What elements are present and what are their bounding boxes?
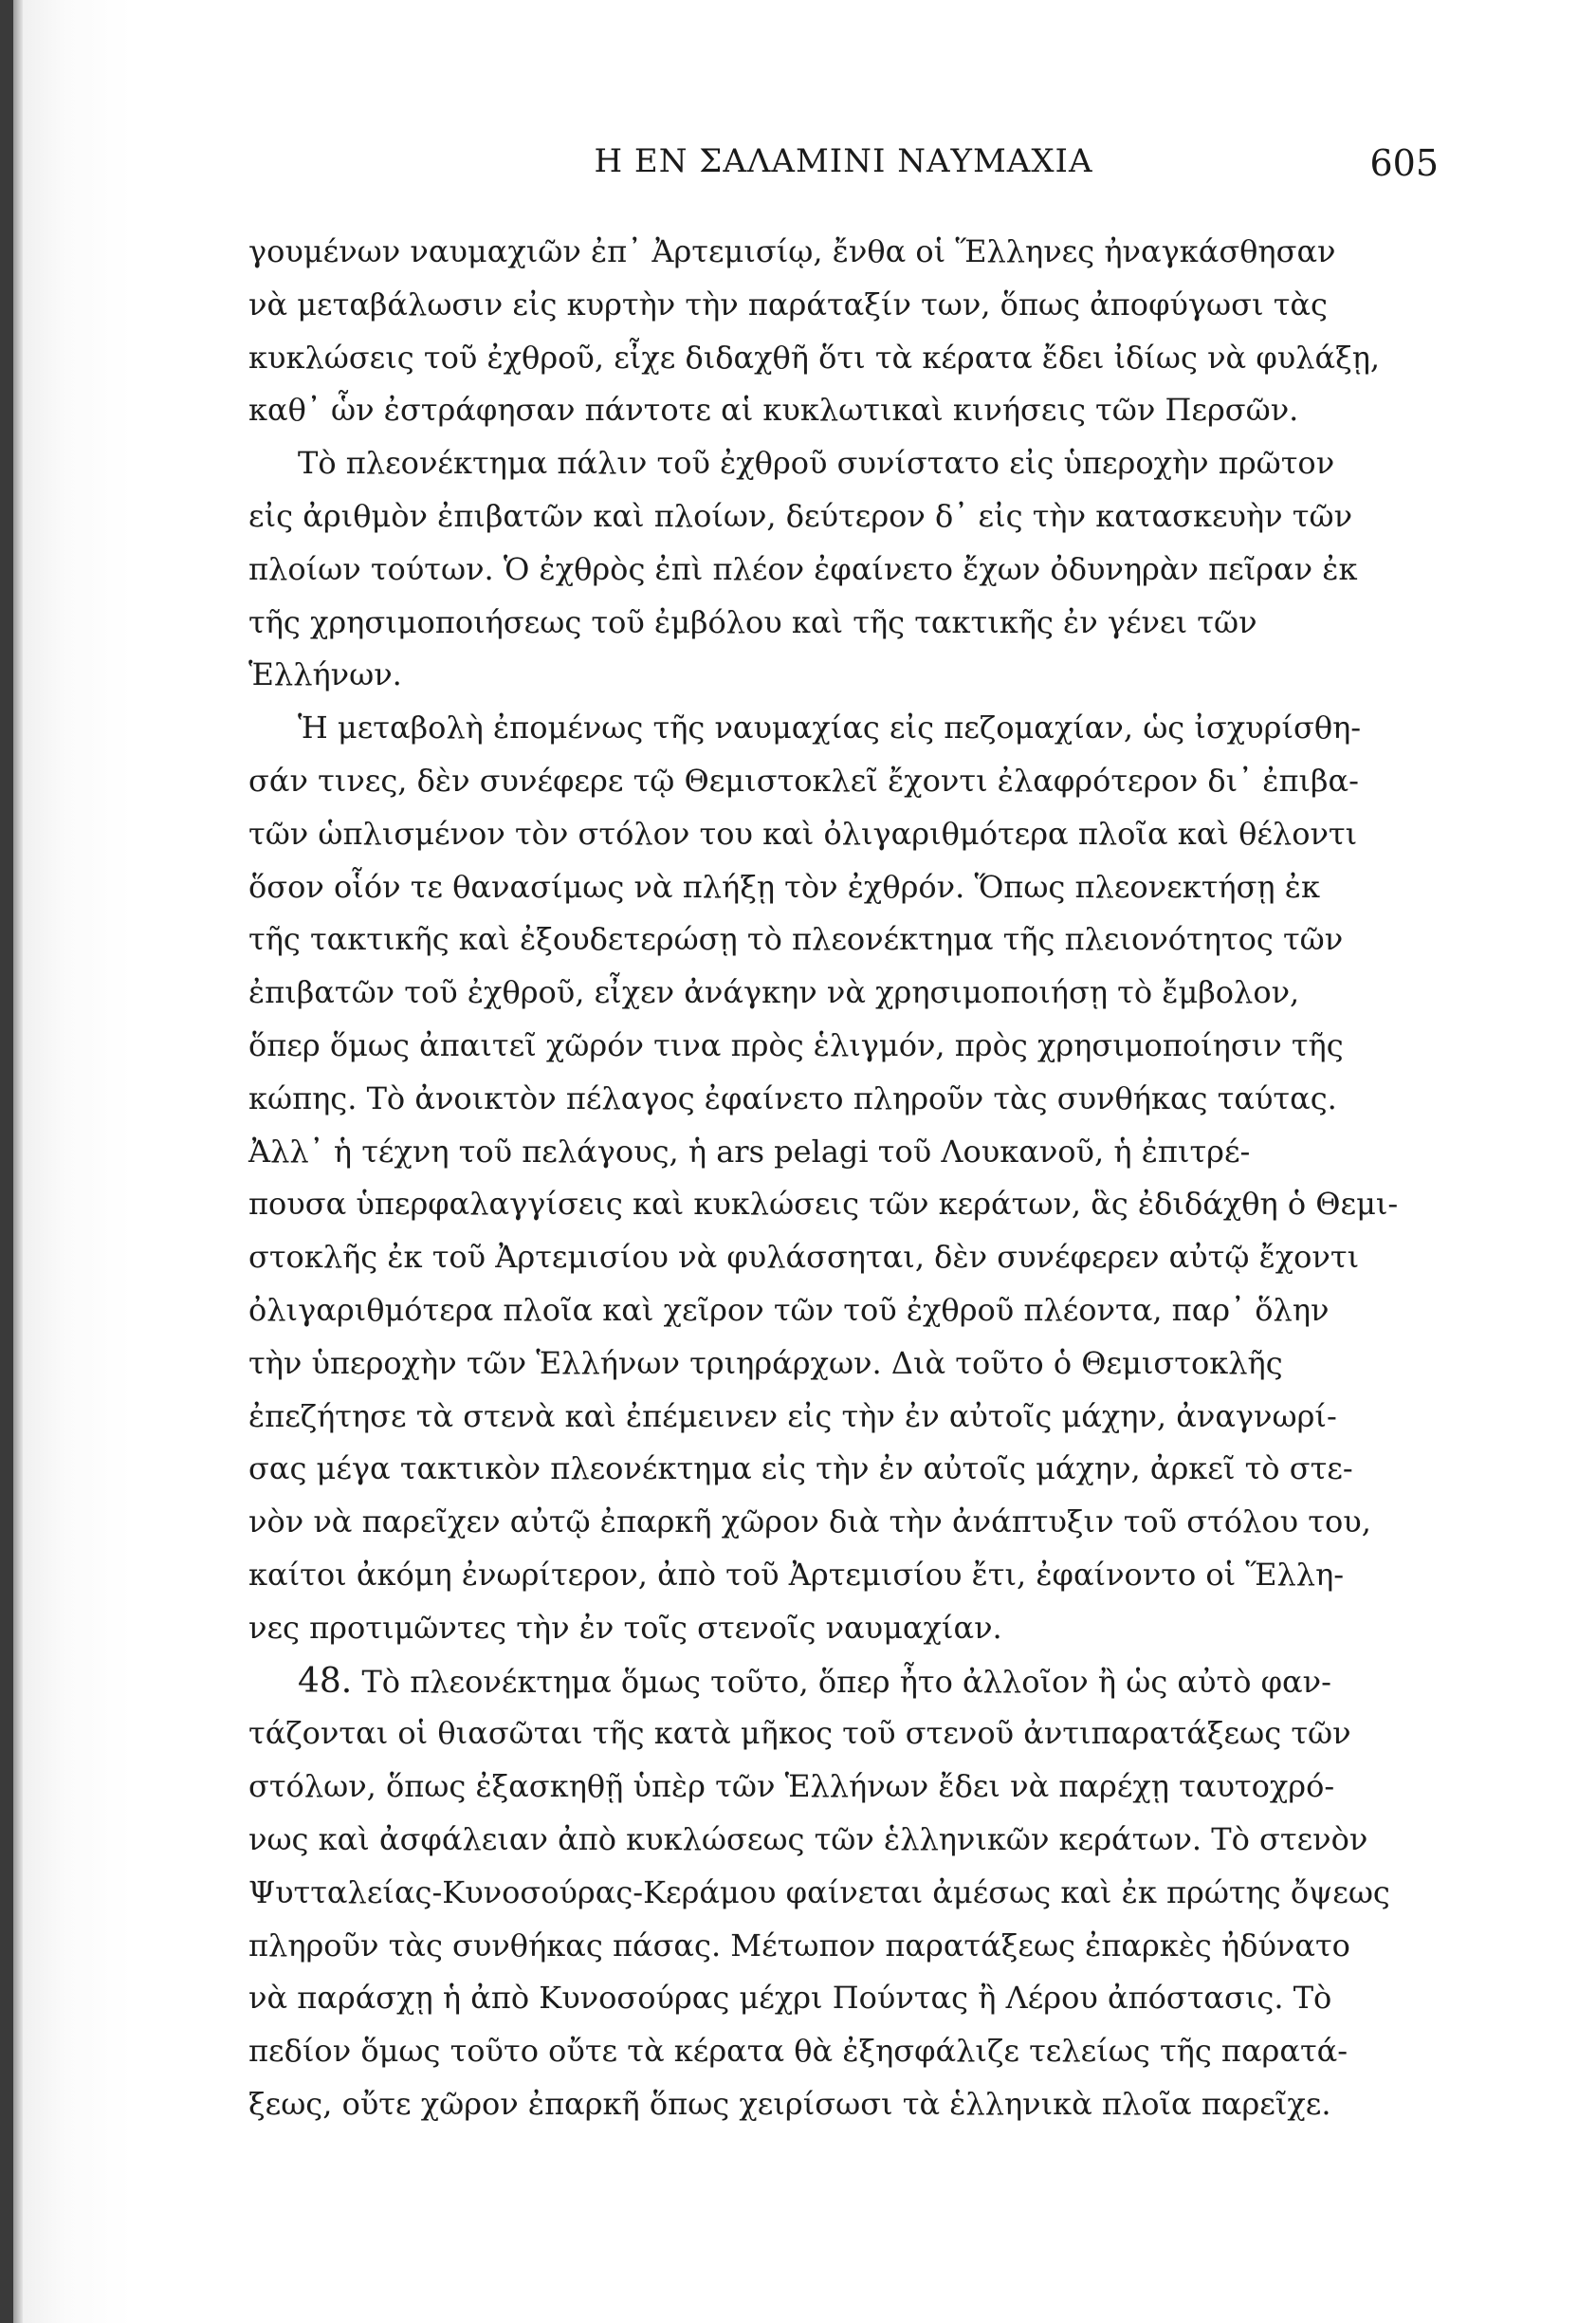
text-line <box>248 649 1439 702</box>
line-text: ξεως, οὔτε χῶρον ἐπαρκῆ ὅπως χειρίσωσι τὰ ἑλληνικὰ πλοῖα παρεῖχε. <box>248 2085 1331 2122</box>
text-line <box>248 702 1439 755</box>
text-line <box>248 597 1439 650</box>
text-line <box>248 1126 1439 1179</box>
text-line <box>248 544 1439 597</box>
text-line <box>248 1972 1439 2025</box>
line-text: πλοίων τούτων. Ὁ ἐχθρὸς ἐπὶ πλέον ἐφαίνετο ἔχων ὀδυνηρὰν πεῖραν ἐκ <box>248 550 1358 587</box>
line-text: νως καὶ ἀσφάλειαν ἀπὸ κυκλώσεως τῶν ἑλληνικῶν κεράτων. Τὸ στενὸν <box>248 1820 1368 1857</box>
text-line <box>248 1073 1439 1126</box>
text-line <box>248 1920 1439 1973</box>
page-number: 605 <box>1369 142 1439 184</box>
text-line <box>248 1549 1439 1602</box>
line-text: εἰς ἀριθμὸν ἐπιβατῶν καὶ πλοίων, δεύτερον δ᾽ εἰς τὴν κατασκευὴν τῶν <box>248 497 1353 534</box>
line-text: κώπης. Τὸ ἀνοικτὸν πέλαγος ἐφαίνετο πληροῦν τὰς συνθήκας ταύτας. <box>248 1079 1337 1116</box>
line-text: τῶν ὡπλισμένον τὸν στόλον του καὶ ὀλιγαριθμότερα πλοῖα καὶ θέλοντι <box>248 815 1358 852</box>
line-text: καίτοι ἀκόμη ἐνωρίτερον, ἀπὸ τοῦ Ἀρτεμισίου ἔτι, ἐφαίνοντο οἱ Ἕλλη- <box>248 1556 1345 1593</box>
text-line <box>248 1337 1439 1391</box>
text-line <box>248 437 1439 490</box>
text-line <box>248 755 1439 808</box>
text-line <box>248 1496 1439 1549</box>
line-text: σάν τινες, δὲν συνέφερε τῷ Θεμιστοκλεῖ ἔχοντι ἐλαφρότερον δι᾽ ἐπιβα- <box>248 762 1359 799</box>
line-text: καθ᾽ ὧν ἐστράφησαν πάντοτε αἱ κυκλωτικαὶ κινήσεις τῶν Περσῶν. <box>248 392 1299 429</box>
line-text: Ἀλλ᾽ ἡ τέχνη τοῦ πελάγους, ἡ ars pelagi τοῦ Λουκανοῦ, ἡ ἐπιτρέ- <box>248 1133 1251 1170</box>
text-line <box>248 1814 1439 1867</box>
line-text: γουμένων ναυμαχιῶν ἐπ᾽ Ἀρτεμισίῳ, ἔνθα οἱ Ἕλληνες ἠναγκάσθησαν <box>248 233 1336 269</box>
line-text: πουσα ὑπερφαλαγγίσεις καὶ κυκλώσεις τῶν κεράτων, ἃς ἐδιδάχθη ὁ Θεμι- <box>248 1186 1399 1223</box>
line-text: ὅσον οἷόν τε θανασίμως νὰ πλήξῃ τὸν ἐχθρόν. Ὅπως πλεονεκτήσῃ ἐκ <box>248 868 1320 905</box>
line-text: τῆς τακτικῆς καὶ ἐξουδετερώσῃ τὸ πλεονέκτημα τῆς πλειονότητος τῶν <box>248 921 1344 958</box>
text-line <box>248 1231 1439 1284</box>
line-text: στοκλῆς ἐκ τοῦ Ἀρτεμισίου νὰ φυλάσσηται, δὲν συνέφερεν αὐτῷ ἔχοντι <box>248 1239 1360 1276</box>
binding-shadow <box>13 0 23 2323</box>
line-text: ἐπεζήτησε τὰ στενὰ καὶ ἐπέμεινεν εἰς τὴν ἐν αὐτοῖς μάχην, ἀναγνωρί- <box>248 1397 1337 1434</box>
text-line <box>248 226 1439 279</box>
text-line <box>248 1020 1439 1073</box>
text-line <box>248 1391 1439 1444</box>
line-text: τῆς χρησιμοποιήσεως τοῦ ἐμβόλου καὶ τῆς τακτικῆς ἐν γένει τῶν <box>248 603 1257 640</box>
text-line <box>248 332 1439 385</box>
text-line <box>248 384 1439 437</box>
line-text: τάζονται οἱ θιασῶται τῆς κατὰ μῆκος τοῦ στενοῦ ἀντιπαρατάξεως τῶν <box>248 1715 1351 1752</box>
text-line <box>248 808 1439 861</box>
text-line <box>248 913 1439 967</box>
text-line <box>248 1867 1439 1920</box>
text-line <box>248 1602 1439 1655</box>
line-text: ἐπιβατῶν τοῦ ἐχθροῦ, εἶχεν ἀνάγκην νὰ χρησιμοποιήσῃ τὸ ἔμβολον, <box>248 974 1300 1011</box>
line-text: τὴν ὑπεροχὴν τῶν Ἑλλήνων τριηράρχων. Διὰ τοῦτο ὁ Θεμιστοκλῆς <box>248 1344 1283 1381</box>
text-line <box>248 1761 1439 1814</box>
line-text: στόλων, ὅπως ἐξασκηθῇ ὑπὲρ τῶν Ἑλλήνων ἔδει νὰ παρέχῃ ταυτοχρό- <box>248 1768 1335 1805</box>
text-line <box>248 1443 1439 1496</box>
line-text: ὀλιγαριθμότερα πλοῖα καὶ χεῖρον τῶν τοῦ ἐχθροῦ πλέοντα, παρ᾽ ὅλην <box>248 1291 1330 1328</box>
text-line <box>248 490 1439 544</box>
text-line <box>248 2078 1439 2131</box>
body-text <box>248 226 1439 2131</box>
line-text: Τὸ πλεονέκτημα ὅμως τοῦτο, ὅπερ ἦτο ἀλλοῖον ἢ ὡς αὐτὸ φαν- <box>352 1663 1331 1700</box>
line-text: ὅπερ ὅμως ἀπαιτεῖ χῶρόν τινα πρὸς ἑλιγμόν, πρὸς χρησιμοποίησιν τῆς <box>248 1026 1344 1063</box>
text-line <box>248 1655 1439 1708</box>
text-line <box>248 1284 1439 1337</box>
text-line <box>248 2025 1439 2078</box>
line-text: Τὸ πλεονέκτημα πάλιν τοῦ ἐχθροῦ συνίστατο εἰς ὑπεροχὴν πρῶτον <box>298 445 1335 482</box>
line-text: πεδίον ὅμως τοῦτο οὔτε τὰ κέρατα θὰ ἐξησφάλιζε τελείως τῆς παρατά- <box>248 2033 1348 2070</box>
binding-gutter <box>0 0 13 2323</box>
line-text: νὰ μεταβάλωσιν εἰς κυρτὴν τὴν παράταξίν των, ὅπως ἀποφύγωσι τὰς <box>248 286 1328 323</box>
line-text: νὰ παράσχῃ ἡ ἀπὸ Κυνοσούρας μέχρι Πούντας ἢ Λέρου ἀπόστασις. Τὸ <box>248 1980 1332 2017</box>
text-line <box>248 1707 1439 1761</box>
text-line <box>248 1178 1439 1231</box>
line-text: σας μέγα τακτικὸν πλεονέκτημα εἰς τὴν ἐν αὐτοῖς μάχην, ἀρκεῖ τὸ στε- <box>248 1450 1353 1487</box>
line-text: πληροῦν τὰς συνθήκας πάσας. Μέτωπον παρατάξεως ἐπαρκὲς ἠδύνατο <box>248 1927 1350 1963</box>
line-text: Ἡ μεταβολὴ ἐπομένως τῆς ναυμαχίας εἰς πεζομαχίαν, ὡς ἰσχυρίσθη- <box>298 710 1362 747</box>
line-text: Ψυτταλείας-Κυνοσούρας-Κεράμου φαίνεται ἀμέσως καὶ ἐκ πρώτης ὄψεως <box>248 1873 1390 1910</box>
line-text: κυκλώσεις τοῦ ἐχθροῦ, εἶχε διδαχθῆ ὅτι τὰ κέρατα ἔδει ἰδίως νὰ φυλάξῃ, <box>248 339 1381 376</box>
text-line <box>248 861 1439 914</box>
running-title: Η ΕΝ ΣΑΛΑΜΙΝΙ ΝΑΥΜΑΧΙΑ <box>594 142 1093 180</box>
text-line <box>248 279 1439 332</box>
text-line <box>248 967 1439 1020</box>
section-number: 48. <box>298 1661 353 1701</box>
line-text: Ἑλλήνων. <box>248 656 402 693</box>
line-text: νὸν νὰ παρεῖχεν αὐτῷ ἐπαρκῆ χῶρον διὰ τὴν ἀνάπτυξιν τοῦ στόλου του, <box>248 1503 1371 1540</box>
page-header <box>248 142 1439 190</box>
line-text: νες προτιμῶντες τὴν ἐν τοῖς στενοῖς ναυμαχίαν. <box>248 1609 1002 1646</box>
